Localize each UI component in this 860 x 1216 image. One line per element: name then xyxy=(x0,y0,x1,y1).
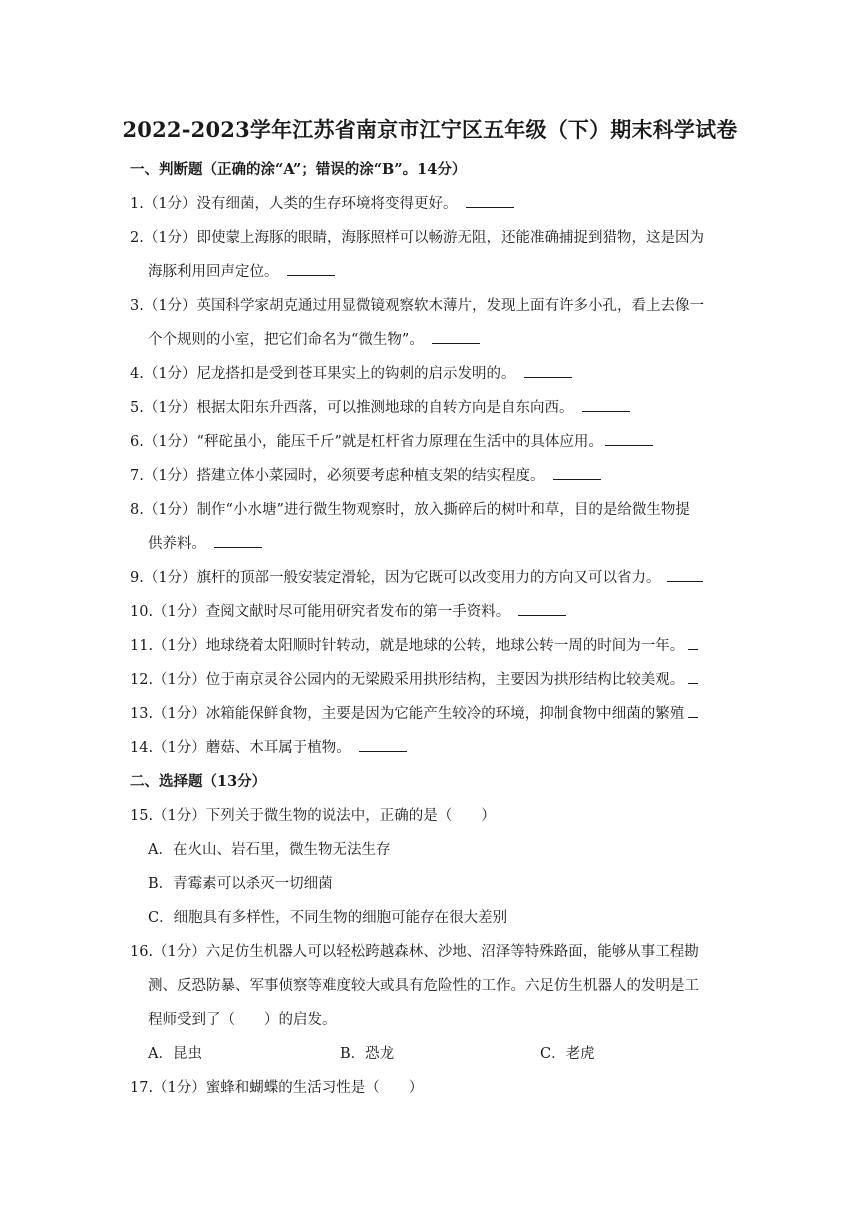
question-text: 6.（1分）“秤砣虽小，能压千斤”就是杠杆省力原理在生活中的具体应用。 xyxy=(130,434,603,450)
question-11 xyxy=(130,634,732,655)
question-text: 13.（1分）冰箱能保鲜食物，主要是因为它能产生较冷的环境，抑制食物中细菌的繁殖 xyxy=(130,706,685,722)
answer-blank[interactable] xyxy=(518,603,566,616)
answer-blank[interactable] xyxy=(524,365,572,378)
question-16-line-1: 16.（1分）六足仿生机器人可以轻松跨越森林、沙地、沼泽等特殊路面，能够从事工程勘 xyxy=(130,944,699,960)
question-text: 个个规则的小室，把它们命名为“微生物”。 xyxy=(148,332,424,348)
answer-blank[interactable] xyxy=(605,433,653,446)
question-text: 4.（1分）尼龙搭扣是受到苍耳果实上的钩刺的启示发明的。 xyxy=(130,366,516,382)
section-heading-judgment: 一、判断题（正确的涂“A”；错误的涂“B”。14分） xyxy=(130,161,467,178)
option-15-b[interactable]: B．青霉素可以杀灭一切细菌 xyxy=(148,876,333,892)
answer-blank[interactable] xyxy=(214,535,262,548)
question-1 xyxy=(130,192,732,213)
question-5 xyxy=(130,396,732,417)
question-3-line-1: 3.（1分）英国科学家胡克通过用显微镜观察软木薄片，发现上面有许多小孔，看上去像一 xyxy=(130,298,705,314)
answer-blank[interactable] xyxy=(466,195,514,208)
option-15-c[interactable]: C．细胞具有多样性，不同生物的细胞可能存在很大差别 xyxy=(148,910,508,926)
question-16-line-3: 程师受到了（ ）的启发。 xyxy=(148,1012,337,1028)
question-2-line-2 xyxy=(148,260,750,281)
option-16-b[interactable]: B．恐龙 xyxy=(340,1046,395,1062)
question-2-line-1: 2.（1分）即使蒙上海豚的眼睛，海豚照样可以畅游无阻，还能准确捕捉到猎物，这是因为 xyxy=(130,230,705,246)
question-text: 1.（1分）没有细菌，人类的生存环境将变得更好。 xyxy=(130,196,458,212)
question-text: 10.（1分）查阅文献时尽可能用研究者发布的第一手资料。 xyxy=(130,604,511,620)
question-text: 11.（1分）地球绕着太阳顺时针转动，就是地球的公转，地球公转一周的时间为一年。 xyxy=(130,638,685,654)
question-text: 7.（1分）搭建立体小菜园时，必须要考虑种植支架的结实程度。 xyxy=(130,468,545,484)
question-3-line-2 xyxy=(148,328,750,349)
answer-blank[interactable] xyxy=(688,705,698,718)
question-9 xyxy=(130,566,732,587)
question-8-line-2 xyxy=(148,532,750,553)
page-title: 2022-2023学年江苏省南京市江宁区五年级（下）期末科学试卷 xyxy=(122,117,738,142)
question-text: 海豚利用回声定位。 xyxy=(148,264,279,280)
question-text: 9.（1分）旗杆的顶部一般安装定滑轮，因为它既可以改变用力的方向又可以省力。 xyxy=(130,570,661,586)
answer-blank[interactable] xyxy=(582,399,630,412)
question-12 xyxy=(130,668,732,689)
question-text: 12.（1分）位于南京灵谷公园内的无梁殿采用拱形结构，主要因为拱形结构比较美观。 xyxy=(130,672,685,688)
answer-blank[interactable] xyxy=(553,467,601,480)
question-13 xyxy=(130,702,732,723)
answer-blank[interactable] xyxy=(432,331,480,344)
answer-blank[interactable] xyxy=(688,637,698,650)
question-14 xyxy=(130,736,732,757)
option-16-c[interactable]: C．老虎 xyxy=(540,1046,595,1062)
answer-blank[interactable] xyxy=(667,569,703,582)
answer-blank[interactable] xyxy=(287,263,335,276)
option-15-a[interactable]: A．在火山、岩石里，微生物无法生存 xyxy=(148,842,391,858)
answer-blank[interactable] xyxy=(359,739,407,752)
question-6 xyxy=(130,430,732,451)
option-16-a[interactable]: A．昆虫 xyxy=(148,1046,202,1062)
question-text: 14.（1分）蘑菇、木耳属于植物。 xyxy=(130,740,351,756)
question-15-stem: 15.（1分）下列关于微生物的说法中，正确的是（ ） xyxy=(130,808,496,824)
question-10 xyxy=(130,600,732,621)
question-17-stem: 17.（1分）蜜蜂和蝴蝶的生活习性是（ ） xyxy=(130,1080,424,1096)
question-text: 供养料。 xyxy=(148,536,206,552)
section-heading-choice: 二、选择题（13分） xyxy=(130,773,267,790)
question-7 xyxy=(130,464,732,485)
question-text: 5.（1分）根据太阳东升西落，可以推测地球的自转方向是自东向西。 xyxy=(130,400,574,416)
answer-blank[interactable] xyxy=(688,671,698,684)
question-4 xyxy=(130,362,732,383)
question-16-line-2: 测、反恐防暴、军事侦察等难度较大或具有危险性的工作。六足仿生机器人的发明是工 xyxy=(148,978,699,994)
question-8-line-1: 8.（1分）制作“小水塘”进行微生物观察时，放入撕碎后的树叶和草，目的是给微生物提 xyxy=(130,502,690,518)
